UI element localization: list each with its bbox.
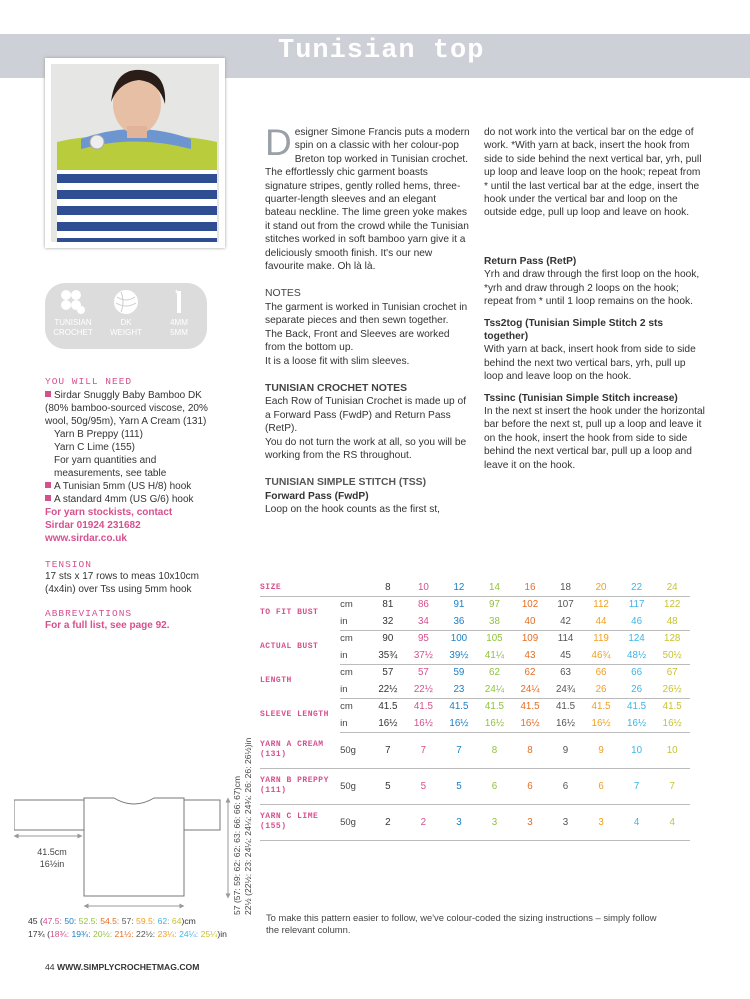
value-cell: 67	[666, 667, 678, 679]
tssinc-text: In the next st insert the hook under the horizontal bar before the next st, pull up a loop and leave it on the hook, insert the hook from side to side behind the next vertical bar, pull up a loop and leave it on the hook.	[484, 406, 705, 471]
model-photo-image	[51, 64, 219, 242]
value-cell: 109	[521, 633, 539, 645]
width-cm: 45 (47.5: 50: 52.5: 54.5: 57: 59.5: 62: 64)cm	[28, 916, 196, 926]
icon-label: WEIGHT	[110, 328, 142, 337]
unit-cell: 50g	[340, 732, 370, 768]
unit-cell: in	[340, 647, 370, 664]
retp-heading: Return Pass (RetP)	[484, 256, 577, 267]
value-cell: 128	[664, 633, 681, 645]
value-cell: 5	[441, 768, 477, 804]
value-cell: 16½	[441, 715, 477, 732]
garment-diagram	[14, 726, 262, 942]
value-cell: 5	[370, 768, 406, 804]
value-cell: 24¾	[548, 681, 584, 698]
table-row	[260, 596, 690, 613]
column-2	[484, 126, 706, 472]
row-label: YARN A CREAM (131)	[260, 732, 340, 768]
size-table	[260, 580, 690, 841]
value-cell: 81	[382, 599, 394, 611]
size-cell: 20	[583, 580, 619, 596]
table-row	[260, 804, 690, 840]
value-cell: 24¼	[477, 681, 513, 698]
value-cell: 95	[417, 633, 429, 645]
retp-text: Yrh and draw through the first loop on the hook, *yrh and draw through 2 loops on the hook; repeat from * until 1 loop remains on the hook.	[484, 269, 700, 308]
value-cell: 8	[512, 732, 548, 768]
yarn-ball-icon	[113, 289, 139, 315]
row-label: TO FIT BUST	[260, 608, 319, 618]
needs-note: For yarn quantities and measurements, see table	[54, 455, 167, 479]
notes-heading: NOTES	[265, 288, 301, 300]
value-cell: 16½	[548, 715, 584, 732]
value-cell: 124	[628, 633, 645, 645]
tss2tog-text: With yarn at back, insert hook from side to side behind the next two vertical bars, yrh, pull up loop and leave loop on the hook.	[484, 344, 696, 383]
value-cell: 16½	[583, 715, 619, 732]
unit-cell: cm	[340, 633, 353, 645]
width-measure	[28, 915, 227, 941]
unit-cell: cm	[340, 599, 353, 611]
value-cell: 66	[595, 667, 607, 679]
value-cell: 41.5	[591, 701, 611, 713]
notes-line: The Back, Front and Sleeves are worked from the bottom up.	[265, 328, 450, 354]
value-cell: 40	[512, 613, 548, 630]
tunisian-crochet-icon	[60, 289, 86, 315]
fwdp-heading: Forward Pass (FwdP)	[265, 490, 369, 502]
value-cell: 41.5	[520, 701, 540, 713]
icon-label: TUNISIAN	[54, 318, 92, 327]
tcn-heading: TUNISIAN CROCHET NOTES	[265, 382, 408, 394]
sirdar-phone: Sirdar 01924 231682	[45, 520, 141, 531]
fwdp-text-start: Loop on the hook counts as the first st,	[265, 504, 440, 516]
bullet-icon	[45, 482, 51, 488]
value-cell: 37½	[406, 647, 442, 664]
crochet-hook-icon	[166, 289, 192, 315]
value-cell: 48	[654, 613, 690, 630]
value-cell: 16½	[654, 715, 690, 732]
value-cell: 107	[557, 599, 574, 611]
value-cell: 2	[370, 804, 406, 840]
size-label: SIZE	[260, 580, 340, 596]
footnote: To make this pattern easier to follow, we've colour-coded the sizing instructions – simply follow the relevant column.	[266, 912, 657, 935]
table-row	[260, 580, 690, 596]
value-cell: 3	[583, 804, 619, 840]
sleeve-measure	[32, 846, 72, 870]
value-cell: 26½	[654, 681, 690, 698]
size-cell: 18	[548, 580, 584, 596]
value-cell: 6	[512, 768, 548, 804]
value-cell: 8	[477, 732, 513, 768]
model-photo	[45, 58, 225, 248]
garment-schematic	[14, 726, 262, 942]
value-cell: 46	[619, 613, 655, 630]
hook-size-icon-group	[153, 289, 205, 338]
value-cell: 66	[631, 667, 643, 679]
value-cell: 5	[406, 768, 442, 804]
sirdar-website-link[interactable]: www.sirdar.co.uk	[45, 533, 127, 544]
length-measure	[232, 725, 256, 915]
value-cell: 10	[619, 732, 655, 768]
needs-list	[45, 389, 225, 545]
value-cell: 9	[583, 732, 619, 768]
pattern-info-icons	[45, 283, 207, 349]
value-cell: 46¾	[583, 647, 619, 664]
value-cell: 24¼	[512, 681, 548, 698]
value-cell: 39½	[441, 647, 477, 664]
value-cell: 4	[654, 804, 690, 840]
tss-heading: TUNISIAN SIMPLE STITCH (TSS)	[265, 477, 427, 489]
value-cell: 3	[512, 804, 548, 840]
tension-text: 17 sts x 17 rows to meas 10x10cm (4x4in) over Tss using 5mm hook	[45, 571, 199, 595]
table-row	[260, 698, 690, 715]
size-cell: 14	[477, 580, 513, 596]
value-cell: 41.5	[662, 701, 682, 713]
value-cell: 16½	[477, 715, 513, 732]
value-cell: 6	[583, 768, 619, 804]
size-cell: 10	[406, 580, 442, 596]
needs-item: Yarn C Lime (155)	[54, 442, 135, 453]
drop-cap: D	[265, 122, 292, 163]
table-row	[260, 664, 690, 681]
icon-label: DK	[120, 318, 132, 327]
value-cell: 57	[382, 667, 394, 679]
tssinc-heading: Tssinc (Tunisian Simple Stitch increase)	[484, 392, 678, 404]
footer-site-link[interactable]: WWW.SIMPLYCROCHETMAG.COM	[56, 962, 200, 972]
value-cell: 48½	[619, 647, 655, 664]
icon-label: 4MM	[170, 318, 188, 327]
value-cell: 59	[453, 667, 465, 679]
table-row	[260, 768, 690, 804]
unit-cell: in	[340, 613, 370, 630]
value-cell: 4	[619, 804, 655, 840]
tunisian-crochet-icon-group	[47, 289, 99, 338]
abbreviations-text: For a full list, see page 92.	[45, 620, 170, 631]
bullet-icon	[45, 495, 51, 501]
value-cell: 16½	[512, 715, 548, 732]
unit-cell: cm	[340, 701, 353, 713]
value-cell: 45	[548, 647, 584, 664]
value-cell: 22½	[370, 681, 406, 698]
value-cell: 91	[453, 599, 465, 611]
row-label: SLEEVE LENGTH	[260, 710, 329, 719]
value-cell: 122	[664, 599, 681, 611]
row-label: YARN B PREPPY (111)	[260, 768, 340, 804]
size-cell: 24	[654, 580, 690, 596]
icon-label: 5MM	[170, 328, 188, 337]
value-cell: 62	[524, 667, 536, 679]
value-cell: 114	[557, 633, 574, 645]
value-cell: 35¾	[370, 647, 406, 664]
intro-paragraph: Designer Simone Francis puts a modern spin on a classic with her colour-pop Breton top worked in Tunisian crochet. The effortlessly chic garment boasts signature stripes, gently rolled hems, three-quarter-length sleeves and an elegant bateau neckline. The lime green yoke makes it stand out from the crowd while the Tunisian stitches worked in soft bamboo yarn give it a deliciously smooth finish. It's our new favourite make. Oh là là.	[265, 122, 470, 273]
width-in: 17¾ (18¾: 19¾: 20½: 21½: 22½: 23¼: 24¼: 25¼)in	[28, 929, 227, 939]
unit-cell: in	[340, 681, 370, 698]
tss2tog-heading: Tss2tog (Tunisian Simple Stitch 2 sts together)	[484, 317, 664, 343]
value-cell: 6	[477, 768, 513, 804]
value-cell: 7	[370, 732, 406, 768]
tcn-line: You do not turn the work at all, so you will be working from the RS throughout.	[265, 436, 467, 461]
value-cell: 7	[441, 732, 477, 768]
value-cell: 41.5	[378, 701, 398, 713]
abbreviations-label: ABBREVIATIONS	[45, 608, 133, 619]
value-cell: 41.5	[555, 701, 576, 713]
notes-line: The garment is worked in Tunisian crochet in separate pieces and then sewn together.	[265, 301, 468, 327]
row-label: YARN C LIME (155)	[260, 804, 340, 840]
row-label: LENGTH	[260, 676, 292, 685]
sleeve-cm: 41.5cm	[37, 847, 67, 857]
footer	[45, 962, 199, 972]
length-cm: 57 (57: 59: 62: 62: 63: 66: 66: 67)cm	[232, 775, 242, 915]
value-cell: 36	[441, 613, 477, 630]
notes-line: It is a loose fit with slim sleeves.	[265, 355, 410, 367]
bullet-icon	[45, 391, 51, 397]
value-cell: 43	[512, 647, 548, 664]
unit-cell: 50g	[340, 804, 370, 840]
value-cell: 7	[619, 768, 655, 804]
value-cell: 119	[593, 633, 609, 645]
value-cell: 44	[583, 613, 619, 630]
value-cell: 7	[406, 732, 442, 768]
size-cell: 16	[512, 580, 548, 596]
stockists-text: For yarn stockists, contact	[45, 507, 173, 518]
value-cell: 34	[406, 613, 442, 630]
value-cell: 38	[477, 613, 513, 630]
column-1	[265, 122, 470, 517]
value-cell: 41¼	[477, 647, 513, 664]
value-cell: 63	[560, 667, 571, 679]
value-cell: 23	[441, 681, 477, 698]
value-cell: 16½	[370, 715, 406, 732]
value-cell: 9	[548, 732, 584, 768]
value-cell: 41.5	[627, 701, 647, 713]
tcn-line: Each Row of Tunisian Crochet is made up of a Forward Pass (FwdP) and Return Pass (RetP).	[265, 396, 467, 435]
table-row	[260, 732, 690, 768]
value-cell: 3	[441, 804, 477, 840]
value-cell: 26	[583, 681, 619, 698]
value-cell: 112	[593, 599, 609, 611]
unit-cell: 50g	[340, 768, 370, 804]
value-cell: 62	[489, 667, 500, 679]
tension-label: TENSION	[45, 559, 92, 570]
dk-weight-icon-group	[100, 289, 152, 338]
page-title: Tunisian top	[278, 36, 485, 66]
value-cell: 22½	[406, 681, 442, 698]
size-table-container	[260, 580, 690, 841]
value-cell: 41.5	[484, 701, 504, 713]
value-cell: 26	[619, 681, 655, 698]
size-cell: 8	[370, 580, 406, 596]
row-label: ACTUAL BUST	[260, 642, 319, 651]
value-cell: 57	[417, 667, 429, 679]
value-cell: 102	[521, 599, 539, 611]
value-cell: 50½	[654, 647, 690, 664]
value-cell: 16½	[406, 715, 442, 732]
value-cell: 10	[654, 732, 690, 768]
icon-label: CROCHET	[53, 328, 93, 337]
value-cell: 97	[489, 599, 500, 611]
table-row	[260, 630, 690, 647]
value-cell: 41.5	[413, 701, 433, 713]
you-will-need-section	[45, 376, 225, 632]
value-cell: 32	[370, 613, 406, 630]
page-number: 44	[45, 962, 55, 972]
unit-cell: in	[340, 715, 370, 732]
size-cell: 22	[619, 580, 655, 596]
value-cell: 42	[548, 613, 584, 630]
needs-item: A Tunisian 5mm (US H/8) hook	[45, 480, 225, 493]
fwdp-text: do not work into the vertical bar on the edge of work. *With yarn at back, insert the hook from side to side behind the next vertical bar, yrh, pull up loop and leave loop on the hook; repeat from * until the last vertical bar at the edge, insert the hook under the vertical bar and loop on the outside edge, pull up loop and leave on hook.	[484, 127, 702, 219]
needs-item: Sirdar Snuggly Baby Bamboo DK (80% bamboo-sourced viscose, 20% wool, 50g/95m), Yarn A Cream (131)	[45, 390, 208, 427]
value-cell: 105	[486, 633, 503, 645]
needs-item: Yarn B Preppy (111)	[54, 429, 143, 440]
length-in: 22½ (22½: 23: 24¼: 24¼: 24¾: 26: 26: 26½)in	[243, 737, 253, 915]
needs-item: A standard 4mm (US G/6) hook	[45, 493, 225, 506]
value-cell: 6	[548, 768, 584, 804]
value-cell: 86	[417, 599, 429, 611]
value-cell: 41.5	[449, 701, 469, 713]
value-cell: 117	[628, 599, 645, 611]
value-cell: 100	[450, 633, 468, 645]
sleeve-in: 16½in	[39, 859, 65, 869]
value-cell: 2	[406, 804, 442, 840]
value-cell: 3	[548, 804, 584, 840]
value-cell: 7	[654, 768, 690, 804]
unit-cell: cm	[340, 667, 353, 679]
value-cell: 90	[382, 633, 394, 645]
size-cell: 12	[441, 580, 477, 596]
you-will-need-label: YOU WILL NEED	[45, 376, 133, 387]
value-cell: 16½	[619, 715, 655, 732]
value-cell: 3	[477, 804, 513, 840]
